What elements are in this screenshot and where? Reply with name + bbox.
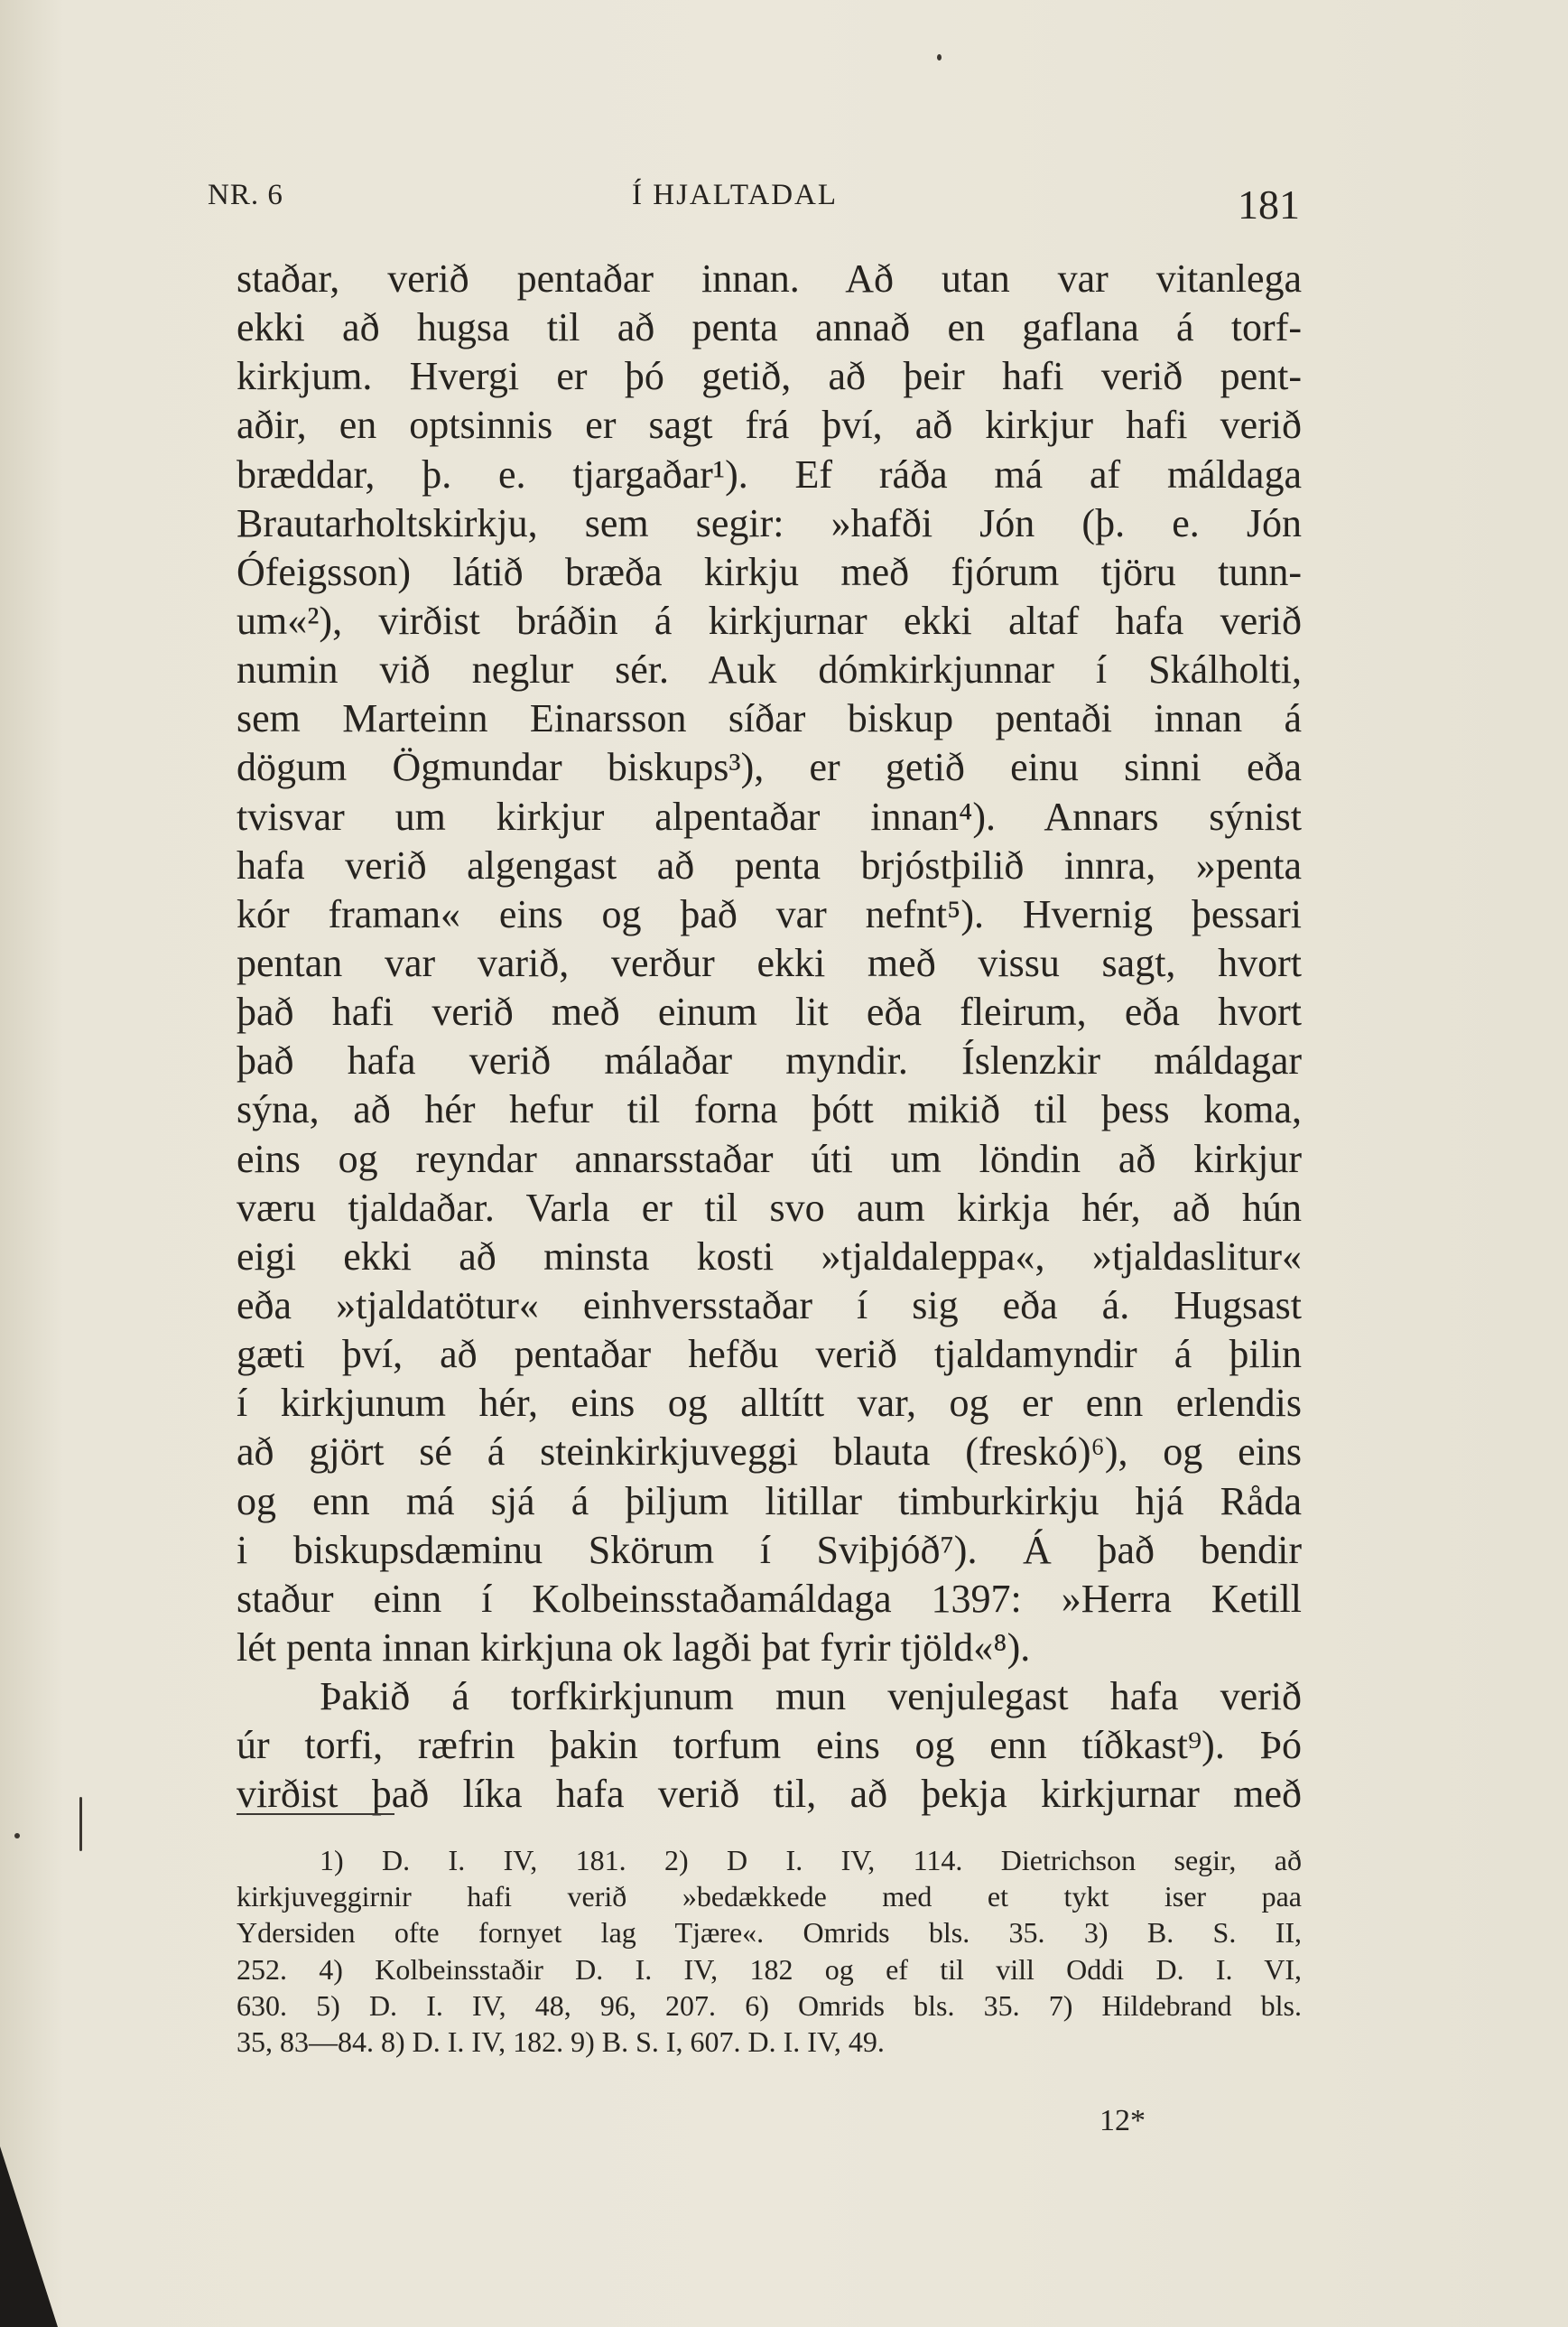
text-line: pentan var varið, verður ekki með vissu sagt, hvort: [237, 940, 1302, 985]
text-line: eins og reyndar annarsstaðar úti um löndin að kirkjur: [237, 1136, 1302, 1181]
text-line: eða »tjaldatötur« einhversstaðar í sig eða á. Hugsast: [237, 1282, 1302, 1327]
page-corner-shadow: [0, 2146, 58, 2327]
footnote-divider: [237, 1813, 394, 1815]
text-line: það hafi verið með einum lit eða fleirum, eða hvort: [237, 990, 1302, 1035]
text-line: hafa verið algengast að penta brjóstþilið innra, »penta: [237, 842, 1302, 888]
text-line: sýna, að hér hefur til forna þótt mikið til þess koma,: [237, 1087, 1302, 1132]
text-line: lét penta innan kirkjuna ok lagði þat fyrir tjöld«⁸).: [237, 1624, 1031, 1670]
page-number: 181: [1238, 182, 1300, 228]
text-line: numin við neglur sér. Auk dómkirkjunnar í Skálholti,: [237, 647, 1302, 693]
text-line: bræddar, þ. e. tjargaðar¹). Ef ráða má af máldaga: [237, 451, 1302, 497]
margin-speck: [79, 1797, 82, 1851]
issue-number: NR. 6: [208, 179, 283, 211]
text-line: og enn má sjá á þiljum litillar timburkirkju hjá Råda: [237, 1478, 1302, 1523]
text-line: það hafa verið málaðar myndir. Íslenzkir máldagar: [237, 1038, 1302, 1084]
footnote-line: 630. 5) D. I. IV, 48, 96, 207. 6) Omrids bls. 35. 7) Hildebrand bls.: [237, 1988, 1302, 2022]
footnote-line: kirkjuveggirnir hafi verið »bedækkede med et tykt iser paa: [237, 1880, 1302, 1913]
footnote-line: 252. 4) Kolbeinsstaðir D. I. IV, 182 og ef til vill Oddi D. I. VI,: [237, 1952, 1302, 1986]
text-line: væru tjaldaðar. Varla er til svo aum kirkja hér, að hún: [237, 1185, 1302, 1230]
text-line: Ófeigsson) látið bræða kirkju með fjórum tjöru tunn-: [237, 549, 1302, 594]
text-line: Brautarholtskirkju, sem segir: »hafði Jón (þ. e. Jón: [237, 500, 1302, 545]
text-line: i biskupsdæminu Skörum í Sviþjóð⁷). Á það bendir: [237, 1527, 1302, 1572]
running-title: Í HJALTADAL: [632, 179, 839, 211]
footnote-line: Ydersiden ofte fornyet lag Tjære«. Omrids bls. 35. 3) B. S. II,: [237, 1916, 1302, 1950]
footnote-line: 1) D. I. IV, 181. 2) D I. IV, 114. Dietrichson segir, að: [320, 1844, 1302, 1876]
text-line: dögum Ögmundar biskups³), er getið einu sinni eða: [237, 745, 1302, 790]
text-line: ekki að hugsa til að penta annað en gaflana á torf-: [237, 305, 1302, 350]
text-line: úr torfi, ræfrin þakin torfum eins og enn tíðkast⁹). Þó: [237, 1723, 1302, 1768]
running-header: [208, 172, 1300, 229]
text-line: kór framan« eins og það var nefnt⁵). Hvernig þessari: [237, 891, 1302, 936]
text-line: virðist það líka hafa verið til, að þekja kirkjurnar með: [237, 1772, 1302, 1817]
text-line: tvisvar um kirkjur alpentaðar innan⁴). Annars sýnist: [237, 794, 1302, 839]
body-text: [237, 255, 1302, 1820]
text-line: um«²), virðist bráðin á kirkjurnar ekki altaf hafa verið: [237, 598, 1302, 643]
text-line: staðar, verið pentaðar innan. Að utan var vitanlega: [237, 256, 1302, 301]
text-line: eigi ekki að minsta kosti »tjaldaleppa«, »tjaldaslitur«: [237, 1233, 1302, 1279]
text-line: að gjört sé á steinkirkjuveggi blauta (freskó)⁶), og eins: [237, 1429, 1302, 1475]
text-line: aðir, en optsinnis er sagt frá því, að kirkjur hafi verið: [237, 403, 1302, 448]
footnote-line: 35, 83—84. 8) D. I. IV, 182. 9) B. S. I, 607. D. I. IV, 49.: [237, 2024, 885, 2058]
printer-signature: 12*: [1099, 2104, 1146, 2137]
text-line: sem Marteinn Einarsson síðar biskup pentaði innan á: [237, 696, 1302, 741]
footnotes: [237, 1842, 1302, 2060]
margin-speck: [937, 54, 942, 61]
margin-speck: [14, 1833, 20, 1838]
text-line: gæti því, að pentaðar hefðu verið tjaldamyndir á þilin: [237, 1332, 1302, 1377]
text-line: kirkjum. Hvergi er þó getið, að þeir hafi verið pent-: [237, 354, 1302, 399]
paragraph-start-line: Þakið á torfkirkjunum mun venjulegast hafa verið: [320, 1674, 1302, 1719]
text-line: staður einn í Kolbeinsstaðamáldaga 1397: »Herra Ketill: [237, 1576, 1302, 1621]
text-line: í kirkjunum hér, eins og alltítt var, og er enn erlendis: [237, 1381, 1302, 1426]
